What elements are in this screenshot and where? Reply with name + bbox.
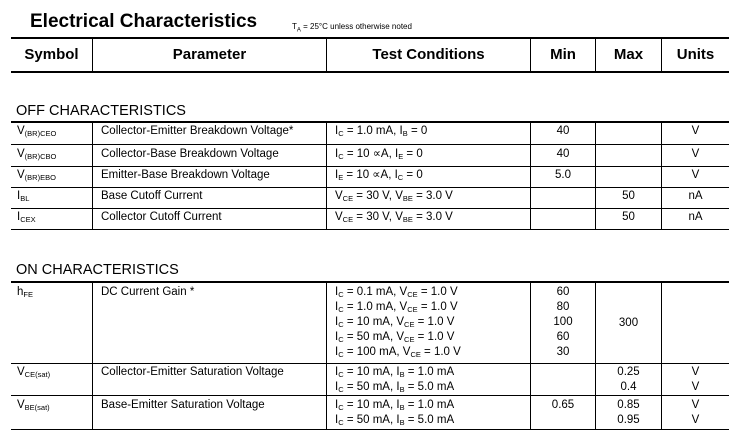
unit-value: V — [691, 125, 700, 137]
unit-value: V — [691, 414, 700, 426]
header-test-conditions: Test Conditions — [372, 46, 485, 63]
max-value: 0.95 — [617, 414, 640, 426]
header-bottom-rule — [11, 71, 729, 73]
symbol-cell: $V_{(BR)CEO}$ — [17, 125, 57, 138]
unit-value: nA — [688, 211, 703, 223]
header-symbol: Symbol — [24, 46, 79, 63]
test-condition-cell: $I_C = 50$ mA, $I_B = 5.0$ mA — [335, 381, 455, 394]
max-value: 0.25 — [617, 366, 640, 378]
header-parameter: Parameter — [172, 46, 247, 63]
section-title-on: ON CHARACTERISTICS — [16, 262, 179, 278]
column-divider — [92, 281, 93, 430]
page-title: Electrical Characteristics — [30, 11, 258, 32]
test-condition-cell: $I_C = 50$ mA, $I_B = 5.0$ mA — [335, 414, 455, 427]
unit-value: V — [691, 169, 700, 181]
test-condition-cell: $I_C = 50$ mA, $V_{CE} = 1.0$ V — [335, 331, 455, 344]
max-value: 0.4 — [620, 381, 637, 393]
header-units: Units — [676, 46, 715, 63]
row-divider — [11, 363, 729, 364]
column-divider — [92, 121, 93, 230]
row-divider — [11, 208, 729, 209]
min-value: 60 — [556, 331, 570, 343]
symbol-cell: $V_{BE(sat)}$ — [17, 399, 50, 412]
row-divider — [11, 144, 729, 145]
unit-value: V — [691, 366, 700, 378]
row-divider — [11, 166, 729, 167]
test-condition-cell: $I_C = 100$ mA, $V_{CE} = 1.0$ V — [335, 346, 461, 359]
parameter-cell: Emitter-Base Breakdown Voltage — [101, 169, 270, 181]
column-divider — [326, 121, 327, 230]
parameter-cell: Base-Emitter Saturation Voltage — [101, 399, 265, 411]
max-value: 50 — [622, 211, 635, 223]
unit-value: V — [691, 399, 700, 411]
parameter-cell: Collector-Emitter Saturation Voltage — [101, 366, 284, 378]
on-block-top-rule — [11, 281, 729, 283]
test-condition-cell: $I_C = 10$ mA, $I_B = 1.0$ mA — [335, 399, 455, 412]
max-value: 0.85 — [617, 399, 640, 411]
row-divider — [11, 429, 729, 430]
max-value: 50 — [622, 190, 635, 202]
temperature-note: $T_A = 25^\circ C$ unless otherwise noted — [292, 22, 412, 34]
test-condition-cell: $I_C = 1.0$ mA, $V_{CE} = 1.0$ V — [335, 301, 458, 314]
min-value: 0.65 — [551, 399, 575, 411]
row-divider — [11, 187, 729, 188]
min-value: 40 — [556, 125, 570, 137]
test-condition-cell: $V_{CE} = 30$ V, $V_{BE} = 3.0$ V — [335, 211, 453, 224]
symbol-cell: $I_{BL}$ — [17, 190, 30, 203]
parameter-cell: DC Current Gain * — [101, 286, 195, 298]
row-divider — [11, 229, 729, 230]
parameter-cell: Collector-Base Breakdown Voltage — [101, 148, 279, 160]
symbol-cell: $I_{CEX}$ — [17, 211, 36, 224]
parameter-cell: Base Cutoff Current — [101, 190, 203, 202]
max-value: 300 — [618, 317, 639, 329]
column-divider — [326, 281, 327, 430]
header-max: Max — [613, 46, 644, 63]
parameter-cell: Collector-Emitter Breakdown Voltage* — [101, 125, 294, 137]
header-min: Min — [550, 46, 576, 63]
min-value: 80 — [556, 301, 570, 313]
test-condition-cell: $I_C = 10$ mA, $I_B = 1.0$ mA — [335, 366, 455, 379]
symbol-cell: $V_{(BR)CBO}$ — [17, 148, 57, 161]
symbol-cell: $V_{(BR)EBO}$ — [17, 169, 56, 182]
min-value: 40 — [556, 148, 570, 160]
test-condition-cell: $I_C = 1.0$ mA, $I_B = 0$ — [335, 125, 428, 138]
min-value: 100 — [553, 316, 573, 328]
symbol-cell: $V_{CE(sat)}$ — [17, 366, 51, 379]
symbol-cell: $h_{FE}$ — [17, 286, 33, 299]
test-condition-cell: $V_{CE} = 30$ V, $V_{BE} = 3.0$ V — [335, 190, 453, 203]
min-value: 30 — [556, 346, 570, 358]
unit-value: nA — [688, 190, 703, 202]
off-block-top-rule — [11, 121, 729, 123]
min-value: 60 — [556, 286, 570, 298]
section-title-off: OFF CHARACTERISTICS — [16, 103, 186, 119]
row-divider — [11, 395, 729, 396]
test-condition-cell: $I_C = 0.1$ mA, $V_{CE} = 1.0$ V — [335, 286, 458, 299]
unit-value: V — [691, 381, 700, 393]
test-condition-cell: $I_C = 10$ mA, $V_{CE} = 1.0$ V — [335, 316, 455, 329]
test-condition-cell: $I_E = 10 \propto A$, $I_C = 0$ — [335, 169, 423, 182]
test-condition-cell: $I_C = 10 \propto A$, $I_E = 0$ — [335, 148, 423, 161]
min-value: 5.0 — [555, 169, 571, 181]
unit-value: V — [691, 148, 700, 160]
parameter-cell: Collector Cutoff Current — [101, 211, 222, 223]
